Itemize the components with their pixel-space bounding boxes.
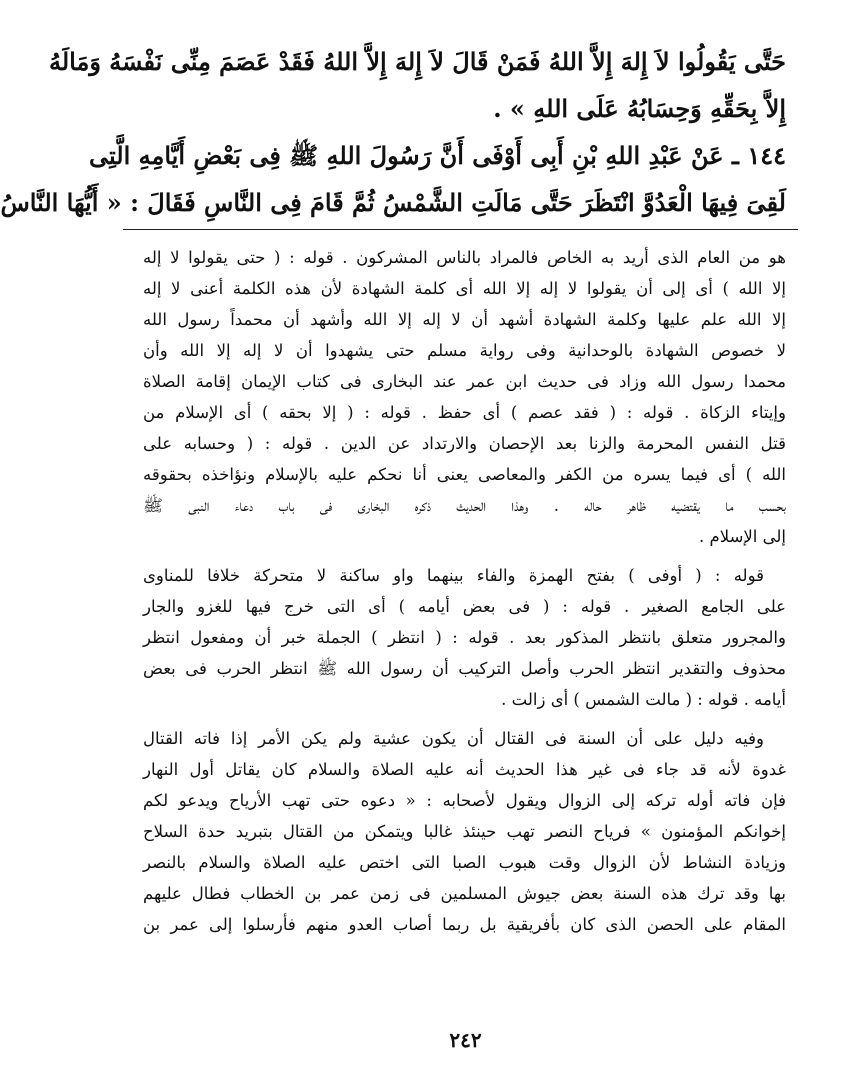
commentary-paragraph	[143, 560, 786, 715]
commentary-paragraph	[143, 242, 786, 552]
hadith-line: حَتَّى يَقُولُوا لاَ إِلهَ إِلاَّ اللهُ فَمَنْ قَالَ لاَ إِلهَ إِلاَّ اللهُ فَقَدْ عَصَمَ مِنِّى نَفْسَهُ وَمَالَهُ	[48, 47, 786, 76]
commentary-line: وإيتاء الزكاة . قوله : ( فقد عصم ) أى حفظ . قوله : ( إلا بحقه ) أى الإسلام من	[143, 403, 786, 422]
commentary-line: إلا الله ) أى إلى أن يقولوا لا إله إلا الله أى كلمة الشهادة لأن هذه الكلمة أعنى لا إله	[143, 279, 786, 298]
commentary-line: محذوف والتقدير انتظر الحرب وأصل التركيب أن رسول الله ﷺ انتظر الحرب فى بعض	[143, 659, 786, 678]
commentary-line: الله ) أى فيما يسره من الكفر والمعاصى يعنى أنا نحكم عليه بالإسلام ونؤاخذه بحقوقه	[143, 465, 786, 484]
commentary-line: لا خصوص الشهادة بالوحدانية وفى رواية مسلم حتى يشهدوا أن لا إله إلا الله وأن	[143, 341, 786, 360]
commentary-line: هو من العام الذى أريد به الخاص فالمراد بالناس المشركون . قوله : ( حتى يقولوا لا إله	[143, 248, 786, 267]
commentary-line: أيامه . قوله : ( مالت الشمس ) أى زالت .	[501, 690, 786, 709]
commentary-line: وفيه دليل على أن السنة فى القتال أن يكون عشية ولم يكن الأمر إذا فاته القتال	[143, 729, 764, 748]
hadith-line: لَقِىَ فِيهَا الْعَدُوَّ انْتَظَرَ حَتَّى مَالَتِ الشَّمْسُ ثُمَّ قَامَ فِى النَّاسِ فَقَالَ : « أَيُّهَا النَّاسُ	[0, 188, 786, 217]
commentary-line: وزيادة النشاط لأن الزوال وقت هبوب الصبا التى اختص عليه الصلاة والسلام بالنصر	[143, 853, 786, 872]
separator-rule	[123, 229, 798, 230]
commentary-line: إلى الإسلام .	[699, 527, 786, 546]
commentary-text	[143, 242, 786, 948]
hadith-text	[0, 38, 786, 226]
commentary-paragraph	[143, 723, 786, 940]
commentary-line: المقام على الحصن الذى كان بأفريقية بل ربما أصاب العدو منهم فأرسلوا إلى عمر بن	[143, 915, 786, 934]
hadith-line: ١٤٤ ـ عَنْ عَبْدِ اللهِ بْنِ أَبِى أَوْفَى أَنَّ رَسُولَ اللهِ ﷺ فِى بَعْضِ أَيَّامِهِ الَّتِى	[89, 141, 786, 170]
commentary-line: غدوة لأنه قد جاء فى غير هذا الحديث أنه عليه الصلاة والسلام كان يقاتل أول النهار	[143, 760, 786, 779]
commentary-line: محمدا رسول الله وزاد فى حديث ابن عمر عند البخارى فى كتاب الإيمان إقامة الصلاة	[143, 372, 786, 391]
page-number: ٢٤٢	[449, 1028, 482, 1052]
commentary-line: إلا الله علم عليها وكلمة الشهادة أشهد أن لا إله إلا الله وأشهد أن محمداً رسول الله	[143, 310, 786, 329]
commentary-line: قتل النفس المحرمة والزنا بعد الإحصان والارتداد عن الدين . قوله : ( وحسابه على	[143, 434, 786, 453]
commentary-line: بحسب ما يقتضيه ظاهر حاله . وهذا الحديث ذكره البخارى فى باب دعاء النبى ﷺ	[143, 496, 786, 515]
commentary-line: بها وقد ترك هذه السنة بعض جيوش المسلمين فى زمن عمر بن الخطاب فطال عليهم	[143, 884, 786, 903]
commentary-line: قوله : ( أوفى ) بفتح الهمزة والفاء بينهما واو ساكنة لا متحركة خلافا للمناوى	[143, 566, 764, 585]
commentary-line: فإن فاته أوله تركه إلى الزوال ويقول لأصحابه : « دعوه حتى تهب الأرياح ويدعو لكم	[143, 791, 786, 810]
commentary-line: إخوانكم المؤمنون » فرياح النصر تهب حينئذ غالبا ويتمكن من القتال بتبريد حدة السلاح	[143, 822, 786, 841]
commentary-line: على الجامع الصغير . قوله : ( فى بعض أيامه ) أى التى خرج فيها للغزو والجار	[143, 597, 786, 616]
hadith-line: إِلاَّ بِحَقِّهِ وَحِسَابُهُ عَلَى اللهِ » .	[493, 94, 786, 123]
commentary-line: والمجرور متعلق بانتظر المذكور بعد . قوله : ( انتظر ) الجملة خبر أن ومفعول انتظر	[143, 628, 786, 647]
